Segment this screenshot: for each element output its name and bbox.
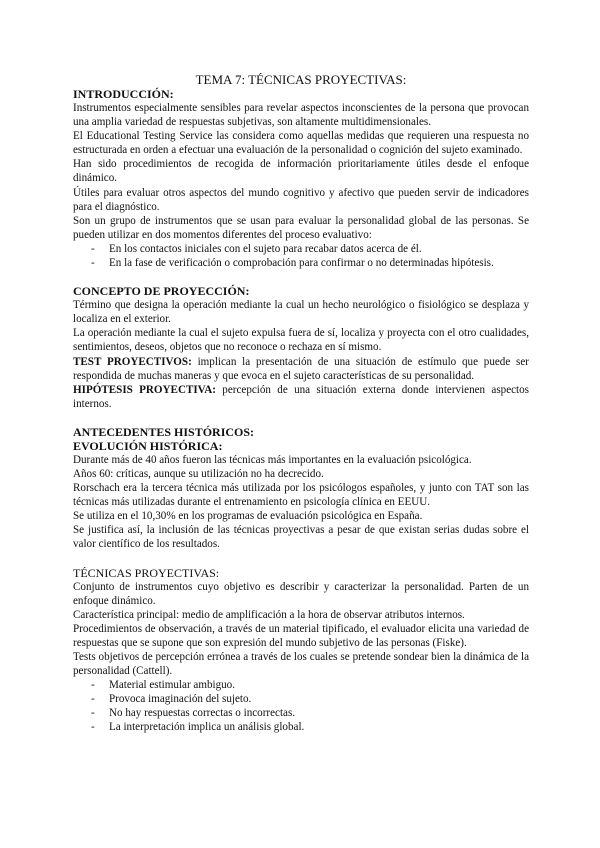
paragraph: El Educational Testing Service las considera como aquellas medidas que requieren una respuesta no estructurada en orden a efectuar una evaluación de la personalidad o cognición del sujeto examinado. bbox=[73, 130, 529, 157]
paragraph: Característica principal: medio de amplificación a la hora de observar atributos internos. bbox=[73, 608, 465, 621]
definition-hipotesis-proyectiva bbox=[73, 383, 529, 411]
definition-text: implican la presentación de una situación de estímulo que puede ser respondida de muchas maneras y que evoca en el sujeto características de su personalidad. bbox=[73, 355, 529, 382]
section-heading: INTRODUCCIÓN: bbox=[73, 87, 174, 101]
paragraph: Rorschach era la tercera técnica más utilizada por los psicólogos españoles, y junto con TAT son las técnicas más utilizadas durante el entrenamiento en psicología clínica en EEUU. bbox=[73, 482, 529, 509]
paragraph: Durante más de 40 años fueron las técnicas más importantes en la evaluación psicológica. bbox=[73, 453, 472, 466]
section-introduccion bbox=[73, 87, 529, 270]
paragraph: Son un grupo de instrumentos que se usan para evaluar la personalidad global de las personas. Se pueden utilizar en dos momentos diferentes del proceso evaluativo: bbox=[73, 214, 529, 241]
section-tecnicas bbox=[73, 566, 529, 735]
list-item: - En la fase de verificación o comprobación para confirmar o no determinadas hipótesis. bbox=[73, 256, 529, 270]
section-antecedentes bbox=[73, 425, 529, 552]
section-heading: CONCEPTO DE PROYECCIÓN: bbox=[73, 284, 250, 299]
bullet-list bbox=[73, 678, 529, 734]
paragraph: Procedimientos de observación, a través de un material tipificado, el evaluador elicita una variedad de respuestas que se supone que son expresión del mundo subjetivo de las personas (Fiske). bbox=[73, 622, 529, 649]
paragraph: Conjunto de instrumentos cuyo objetivo es describir y caracterizar la personalidad. Parten de un enfoque dinámico. bbox=[73, 580, 529, 607]
bullet-list bbox=[73, 242, 529, 270]
paragraph: Tests objetivos de percepción errónea a través de los cuales se pretende sondear bien la dinámica de la personalidad (Cattell). bbox=[73, 651, 529, 678]
definition-term: HIPÓTESIS PROYECTIVA: bbox=[73, 383, 216, 396]
page-title: TEMA 7: TÉCNICAS PROYECTIVAS: bbox=[195, 72, 407, 87]
list-item: - En los contactos iniciales con el sujeto para recabar datos acerca de él. bbox=[73, 242, 529, 256]
paragraph: Término que designa la operación mediante la cual un hecho neurológico o fisiológico se desplaza y localiza en el exterior. bbox=[73, 299, 529, 326]
definition-test-proyectivos bbox=[73, 355, 529, 383]
definition-term: TEST PROYECTIVOS: bbox=[73, 355, 192, 368]
list-item: - Material estimular ambiguo. bbox=[73, 678, 529, 692]
paragraph: Instrumentos especialmente sensibles para revelar aspectos inconscientes de la persona que provocan una amplia variedad de respuestas subjetivas, son altamente multidimensionales. bbox=[73, 102, 529, 129]
document-page bbox=[73, 72, 529, 735]
paragraph: Han sido procedimientos de recogida de información prioritariamente útiles desde el enfoque dinámico. bbox=[73, 158, 529, 185]
section-heading: TÉCNICAS PROYECTIVAS: bbox=[73, 565, 220, 580]
definition-text: percepción de una situación externa donde intervienen aspectos internos. bbox=[73, 383, 529, 410]
paragraph: Años 60: críticas, aunque su utilización no ha decrecido. bbox=[73, 467, 324, 480]
list-item: - Provoca imaginación del sujeto. bbox=[73, 692, 529, 706]
paragraph: La operación mediante la cual el sujeto expulsa fuera de sí, localiza y proyecta con el otro cualidades, sentimientos, deseos, objetos que no reconoce o rechaza en sí mismo. bbox=[73, 327, 529, 354]
section-heading: ANTECEDENTES HISTÓRICOS: bbox=[73, 424, 255, 439]
section-subheading: EVOLUCIÓN HISTÓRICA: bbox=[73, 438, 223, 453]
list-item: - La interpretación implica un análisis global. bbox=[73, 720, 529, 734]
paragraph: Se justifica así, la inclusión de las técnicas proyectivas a pesar de que existan serias dudas sobre el valor científico de los resultados. bbox=[73, 524, 529, 551]
list-item: - No hay respuestas correctas o incorrectas. bbox=[73, 706, 529, 720]
paragraph: Útiles para evaluar otros aspectos del mundo cognitivo y afectivo que pueden servir de indicadores para el diagnóstico. bbox=[73, 186, 529, 213]
section-concepto bbox=[73, 284, 529, 411]
paragraph: Se utiliza en el 10,30% en los programas de evaluación psicológica en España. bbox=[73, 510, 423, 523]
